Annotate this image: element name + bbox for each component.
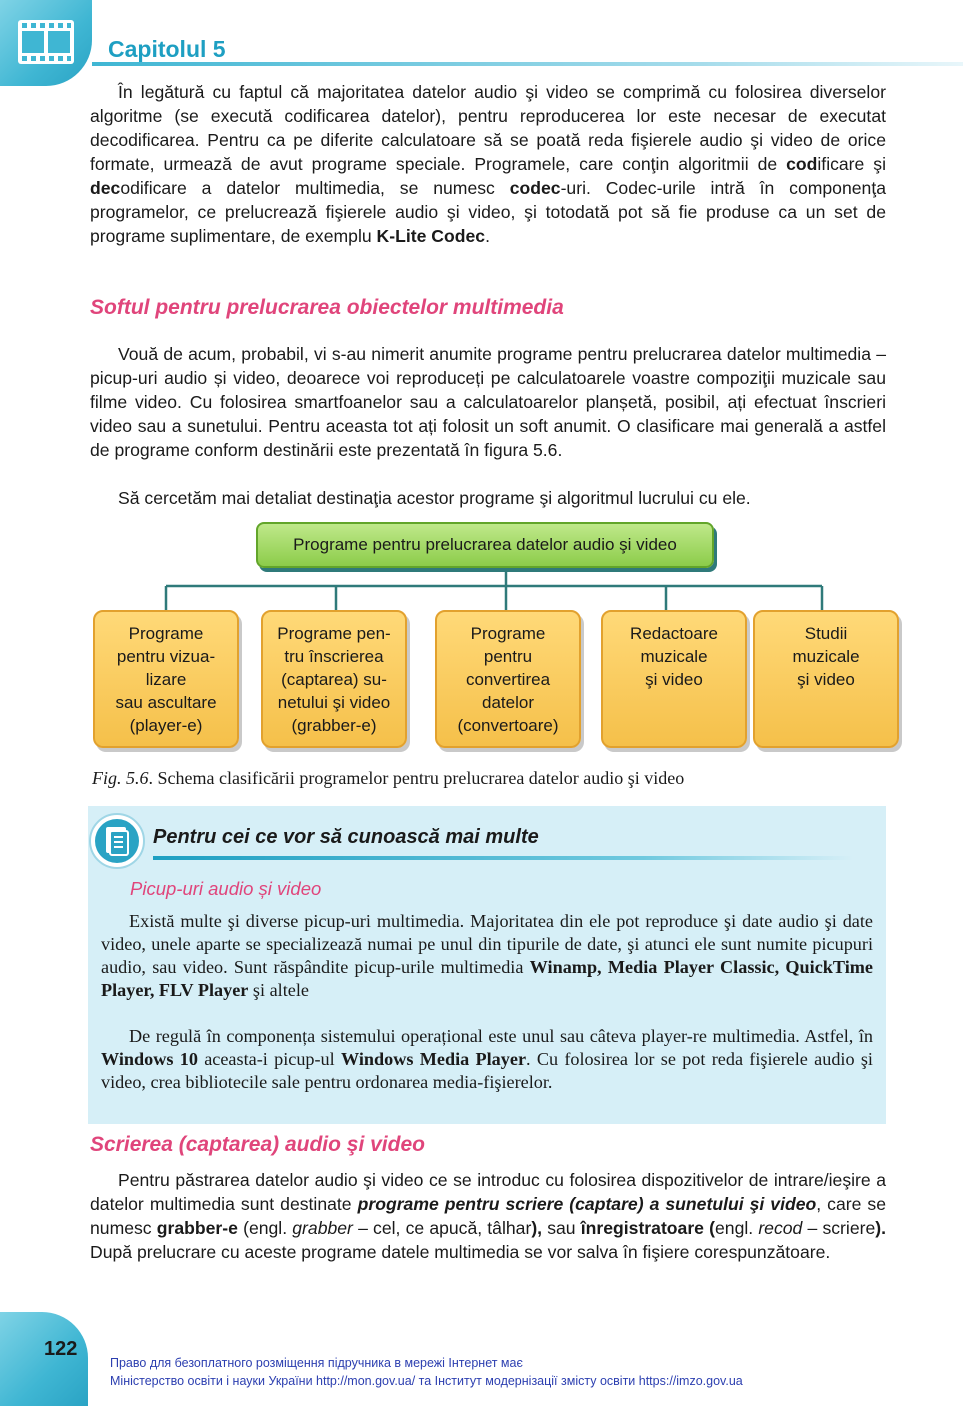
text-run: înregistratoare (	[580, 1218, 715, 1238]
chapter-title: Capitolul 5	[108, 36, 226, 62]
diagram-box-converters: Programe pentru convertirea datelor (convertoare)	[435, 610, 581, 748]
text-run: ).	[875, 1218, 886, 1238]
text-run: recod	[758, 1218, 803, 1238]
text-run: În legătură cu faptul că majoritatea datelor audio şi video se comprimă cu folosirea diverselor algoritme (se execută codificarea datelor), pentru reproducerea lor este necesar de executat decodificarea. Pentru ca pe diferite calculatoare să se poată reda fişierele audio şi video de orice formate, urmează de avut programe speciale. Programele, care conţin algoritmii de	[90, 82, 886, 174]
section-heading-capture: Scrierea (captarea) audio şi video	[90, 1133, 425, 1156]
info-title-rule	[153, 856, 853, 860]
text-run: -uri. Codec-urile intră în componenţa programelor, ce prelucrează fişierele audio şi video, şi totodată pot să fie produse ca un set de programe suplimentare, de exemplu	[90, 178, 886, 246]
info-box-title: Pentru cei ce vor să cunoască mai multe	[153, 826, 539, 848]
page-number: 122	[44, 1338, 78, 1360]
text-run: Pentru păstrarea datelor audio şi video ce se introduc cu folosirea dispozitivelor de intrare/ieşire a datelor multimedia sunt destinate	[90, 1170, 886, 1214]
text-run: programe pentru scriere (captare) a sunetului şi video	[357, 1194, 817, 1214]
diagram-root-box: Programe pentru prelucrarea datelor audio şi video	[256, 522, 714, 568]
section-heading-software: Softul pentru prelucrarea obiectelor multimedia	[90, 296, 564, 319]
text-run: După prelucrare cu aceste programe datele multimedia se vor salva în fişiere corespunzătoare.	[90, 1242, 831, 1262]
text-run: ),	[531, 1218, 543, 1238]
text-run: aceasta-i picup-ul	[197, 1049, 341, 1069]
text-run: Windows 10	[101, 1049, 198, 1069]
text-run: engl.	[715, 1218, 759, 1238]
software-paragraph-2: Să cercetăm mai detaliat destinaţia acestor programe şi algoritmul lucrului cu ele.	[118, 488, 751, 508]
text-run: dec	[90, 178, 121, 198]
text-run: De regulă în componența sistemului operațional este unul sau câteva player-re multimedia. Astfel, în	[129, 1026, 873, 1046]
diagram-box-grabbers: Programe pen- tru înscrierea (captarea) su- netului şi video (grabber-e)	[261, 610, 407, 748]
figure-label: Fig. 5.6	[92, 768, 149, 788]
text-run: odificare a datelor multimedia, se numesc	[120, 178, 510, 198]
text-run: – cel, ce apucă, tâlhar	[352, 1218, 532, 1238]
text-run: Winamp, Media Player Classic, QuickTime Player, FLV Player	[101, 957, 873, 1000]
text-run: Windows Media Player	[341, 1049, 527, 1069]
figure-caption-text: . Schema clasificării programelor pentru prelucrarea datelor audio şi video	[148, 768, 685, 788]
text-run: – scriere	[802, 1218, 876, 1238]
text-run: grabber	[292, 1218, 353, 1238]
film-strip-icon	[18, 20, 74, 64]
text-run: , care se numesc	[90, 1194, 886, 1238]
text-run: (engl.	[237, 1218, 293, 1238]
text-run: . Cu folosirea lor se pot reda fişierele audio şi video, crea bibliotecile sale pentru ordonarea media-fişierelor.	[101, 1049, 873, 1092]
diagram-box-players: Programe pentru vizua- lizare sau ascultare (player-e)	[93, 610, 239, 748]
text-run: sau	[542, 1218, 581, 1238]
text-run: codec	[509, 178, 561, 198]
capture-paragraph	[90, 1168, 886, 1264]
info-subheading: Picup-uri audio și video	[130, 878, 322, 899]
footer-line-2: Міністерство освіти і науки України http://mon.gov.ua/ та Інститут модернізації змісту освіти https://imzo.gov.ua	[110, 1374, 743, 1388]
intro-paragraph	[90, 80, 886, 248]
text-run: Există multe şi diverse picup-uri multimedia. Majoritatea din ele pot reproduce şi date audio şi date video, unele aparte se specializează numai pe unul din tipurile de date, şi atunci ele sunt numite picupuri audio, sau video. Sunt răspândite picup-urile multimedia	[101, 911, 873, 977]
text-run: grabber-e	[156, 1218, 238, 1238]
diagram-box-studios: Studii muzicale şi video	[753, 610, 899, 748]
footer-line-1: Право для безоплатного розміщення підручника в мережі Інтернет має	[110, 1356, 523, 1370]
text-run: .	[485, 226, 490, 246]
text-run: K-Lite Codec	[376, 226, 486, 246]
software-paragraph: Vouă de acum, probabil, vi s-au nimerit anumite programe pentru prelucrarea datelor multimedia – picup-uri audio și video, deoarece voi reproduceți pe calculatoarele voastre compoziţii muzicale sau filme video. Cu folosirea smartfoanelor sau a calculatoarelor planșetă, posibil, ați efectuat înscrieri video sau a sunetului. Pentru aceasta tot ați folosit un soft anumit. O clasificare mai generală a astfel de programe conform destinării este prezentată în figura 5.6.	[90, 344, 886, 460]
book-info-icon	[88, 812, 146, 870]
text-run: ificare şi	[817, 154, 886, 174]
figure-caption	[92, 768, 684, 789]
info-paragraph-1	[101, 910, 873, 1002]
info-paragraph-2	[101, 1025, 873, 1094]
text-run: cod	[786, 154, 818, 174]
chapter-corner-tab	[0, 0, 92, 86]
diagram-box-editors: Redactoare muzicale şi video	[601, 610, 747, 748]
text-run: şi altele	[248, 980, 309, 1000]
